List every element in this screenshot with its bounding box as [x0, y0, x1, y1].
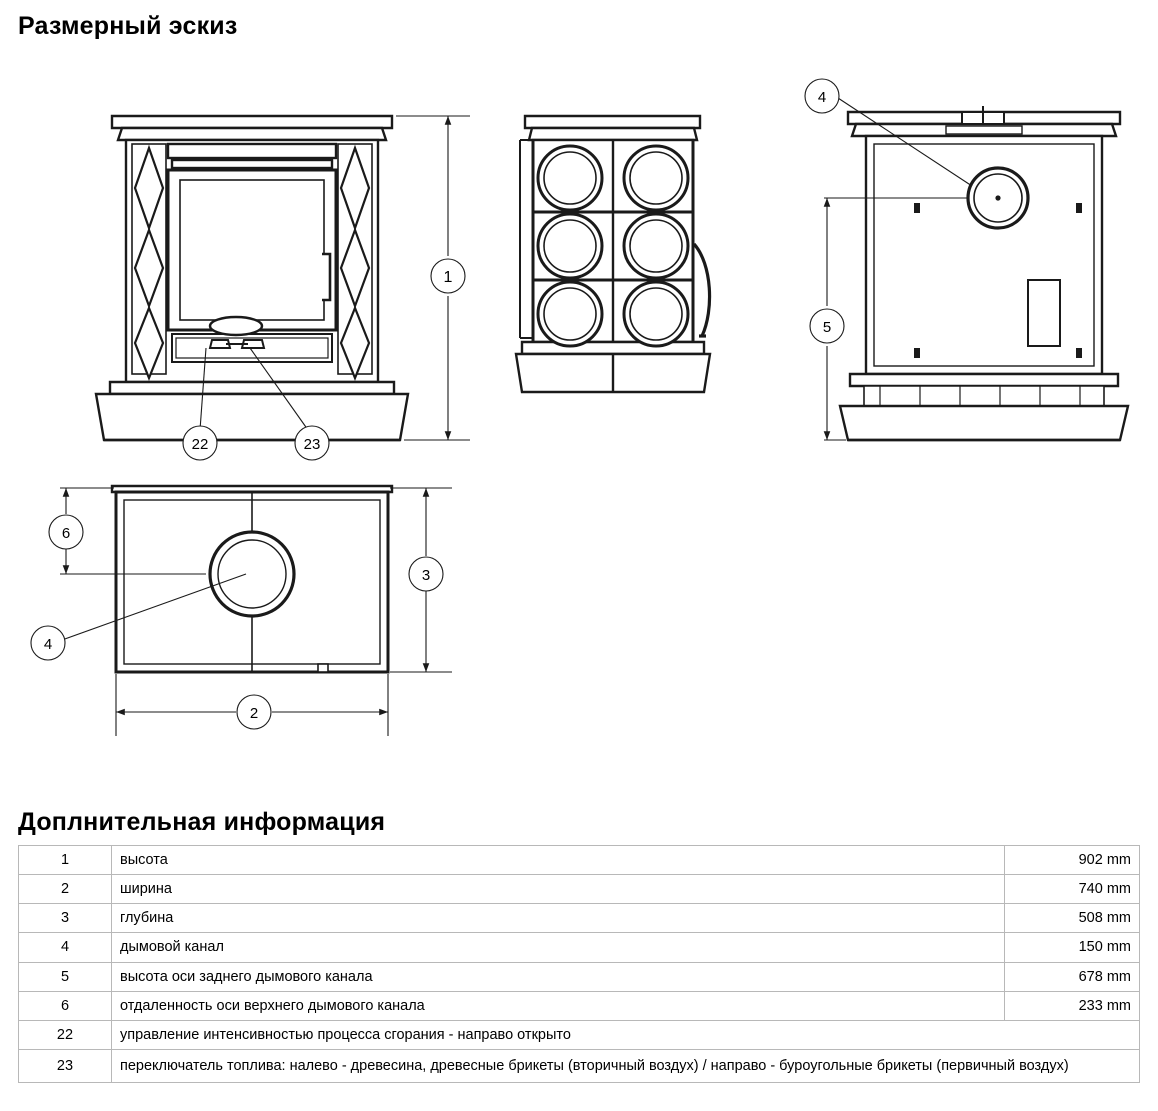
table-row: [19, 1049, 1140, 1082]
table-row: [19, 933, 1140, 962]
technical-drawing-area: [0, 48, 1158, 788]
row-number: 22: [19, 1020, 112, 1049]
dimension-depth-3: [390, 488, 452, 672]
row-value: 508 mm: [1005, 904, 1140, 933]
table-row: [19, 1020, 1140, 1049]
side-view: [516, 116, 710, 392]
callout-23-label: 23: [303, 436, 321, 453]
callout-5-label: 5: [822, 319, 832, 336]
callout-4-rear-label: 4: [817, 89, 827, 106]
row-number: 23: [19, 1049, 112, 1082]
table-row: [19, 875, 1140, 904]
callout-4-top-label: 4: [43, 636, 53, 653]
rear-view: [840, 106, 1128, 440]
table-row: [19, 846, 1140, 875]
callout-22-label: 22: [191, 436, 209, 453]
page-title-dimensional-sketch: Размерный эскиз: [18, 12, 238, 40]
row-value: 150 mm: [1005, 933, 1140, 962]
row-label: переключатель топлива: налево - древесина, древесные брикеты (вторичный воздух) / направо - буроугольные брикеты (первичный воздух): [112, 1049, 1140, 1082]
row-number: 5: [19, 962, 112, 991]
row-label: дымовой канал: [112, 933, 1005, 962]
callout-6-label: 6: [61, 525, 71, 542]
row-number: 3: [19, 904, 112, 933]
row-value: 233 mm: [1005, 991, 1140, 1020]
row-label: управление интенсивностью процесса сгорания - направо открыто: [112, 1020, 1140, 1049]
row-number: 6: [19, 991, 112, 1020]
table-row: [19, 991, 1140, 1020]
callout-3-label: 3: [421, 567, 431, 584]
row-label: высота: [112, 846, 1005, 875]
row-label: отдаленность оси верхнего дымового канала: [112, 991, 1005, 1020]
additional-info-table-wrap: [18, 845, 1140, 1083]
row-value: 740 mm: [1005, 875, 1140, 904]
row-number: 1: [19, 846, 112, 875]
row-number: 4: [19, 933, 112, 962]
table-row: [19, 904, 1140, 933]
row-label: ширина: [112, 875, 1005, 904]
dimension-width-2: [116, 674, 388, 736]
row-value: 902 mm: [1005, 846, 1140, 875]
front-view: [96, 116, 408, 440]
callout-2-label: 2: [249, 705, 259, 722]
row-number: 2: [19, 875, 112, 904]
row-label: глубина: [112, 904, 1005, 933]
row-value: 678 mm: [1005, 962, 1140, 991]
stove-dimensional-drawing: [0, 48, 1158, 788]
row-label: высота оси заднего дымового канала: [112, 962, 1005, 991]
table-row: [19, 962, 1140, 991]
dimension-height-1: [396, 116, 470, 440]
callout-1-label: 1: [443, 269, 453, 286]
additional-info-table: [18, 845, 1140, 1083]
top-view: [112, 486, 392, 672]
page-title-additional-info: Доплнительная информация: [18, 808, 386, 836]
